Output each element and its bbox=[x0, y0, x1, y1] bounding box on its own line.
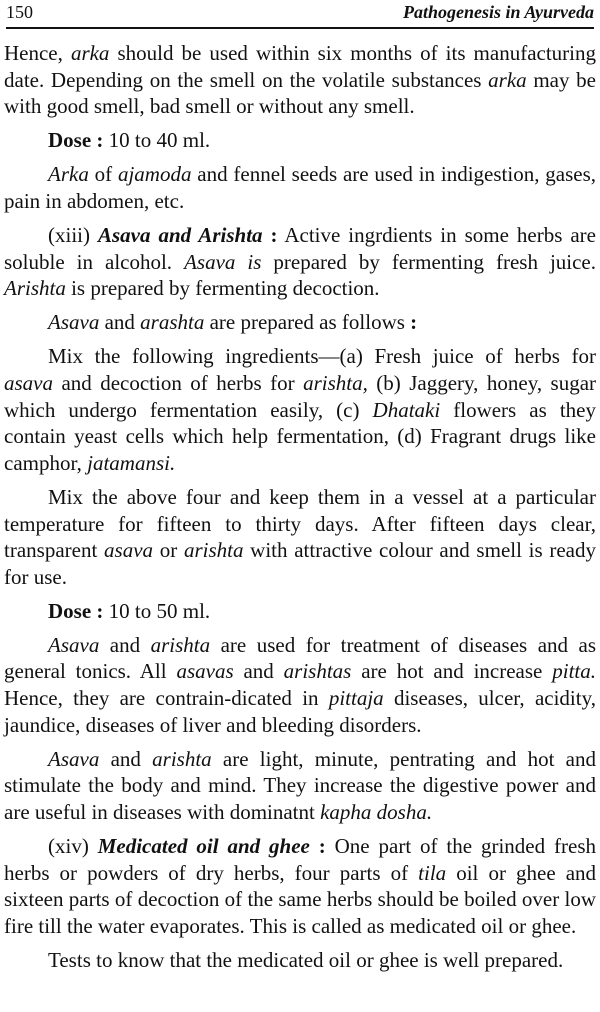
section-medicated-oil-ghee: (xiv) Medicated oil and ghee : One part of the grinded fresh herbs or powders of dry herbs, four parts of tila oil or ghee and sixteen parts of decoction of the same herbs should be boiled over low fire till the water evaporates. This is called as medicated oil or ghee. bbox=[4, 834, 597, 938]
paragraph-arka-uses: Arka of ajamoda and fennel seeds are used in indigestion, gases, pain in abdomen, etc. bbox=[4, 162, 596, 213]
paragraph-fermentation: Mix the above four and keep them in a vessel at a particular temperature for fifteen to thirty days. After fifteen days clear, transparent asava or arishta with attractive colour and smell is ready for use. bbox=[4, 484, 596, 589]
section-asava-arishta: (xiii) Asava and Arishta : Active ingrdients in some herbs are soluble in alcohol. Asava is prepared by fermenting fresh juice. Arishta is prepared by fermenting decoction. bbox=[4, 223, 597, 301]
paragraph-arka-shelf-life: Hence, arka should be used within six months of its manufacturing date. Depending on the smell on the volatile substances arka may be with good smell, bad smell or without any smell. bbox=[4, 41, 597, 119]
page-number: 150 bbox=[6, 2, 33, 22]
dose-asava: Dose : 10 to 50 ml. bbox=[48, 598, 211, 623]
section-heading: Asava and Arishta bbox=[97, 223, 263, 248]
paragraph-asava-properties: Asava and arishta are light, minute, pentrating and hot and stimulate the body and mind. They increase the digestive power and are useful in diseases with dominatnt kapha dosha. bbox=[4, 746, 596, 824]
running-head: Pathogenesis in Ayurveda bbox=[402, 2, 594, 22]
paragraph-tests: Tests to know that the medicated oil or ghee is well prepared. bbox=[48, 947, 564, 972]
paragraph-asava-uses: Asava and arishta are used for treatment of diseases and as general tonics. All asavas and arishtas are hot and increase pitta. Hence, they are contrain-dicated in pittaja diseases, ulcer, acidity, jaundice, diseases of liver and bleeding disorders. bbox=[4, 632, 596, 737]
page-body bbox=[4, 40, 596, 981]
paragraph-preparation-intro: Asava and arashta are prepared as follows : bbox=[48, 310, 418, 335]
header-rule bbox=[6, 27, 594, 29]
paragraph-ingredients: Mix the following ingredients—(a) Fresh juice of herbs for asava and decoction of herbs for arishta, (b) Jaggery, honey, sugar which undergo fermentation easily, (c) Dhataki flowers as they contain yeast cells which help fermentation, (d) Fragrant drugs like camphor, jatamansi. bbox=[4, 344, 597, 475]
dose-arka: Dose : 10 to 40 ml. bbox=[48, 128, 211, 153]
page-header bbox=[4, 0, 596, 30]
section-heading: Medicated oil and ghee bbox=[97, 834, 310, 859]
